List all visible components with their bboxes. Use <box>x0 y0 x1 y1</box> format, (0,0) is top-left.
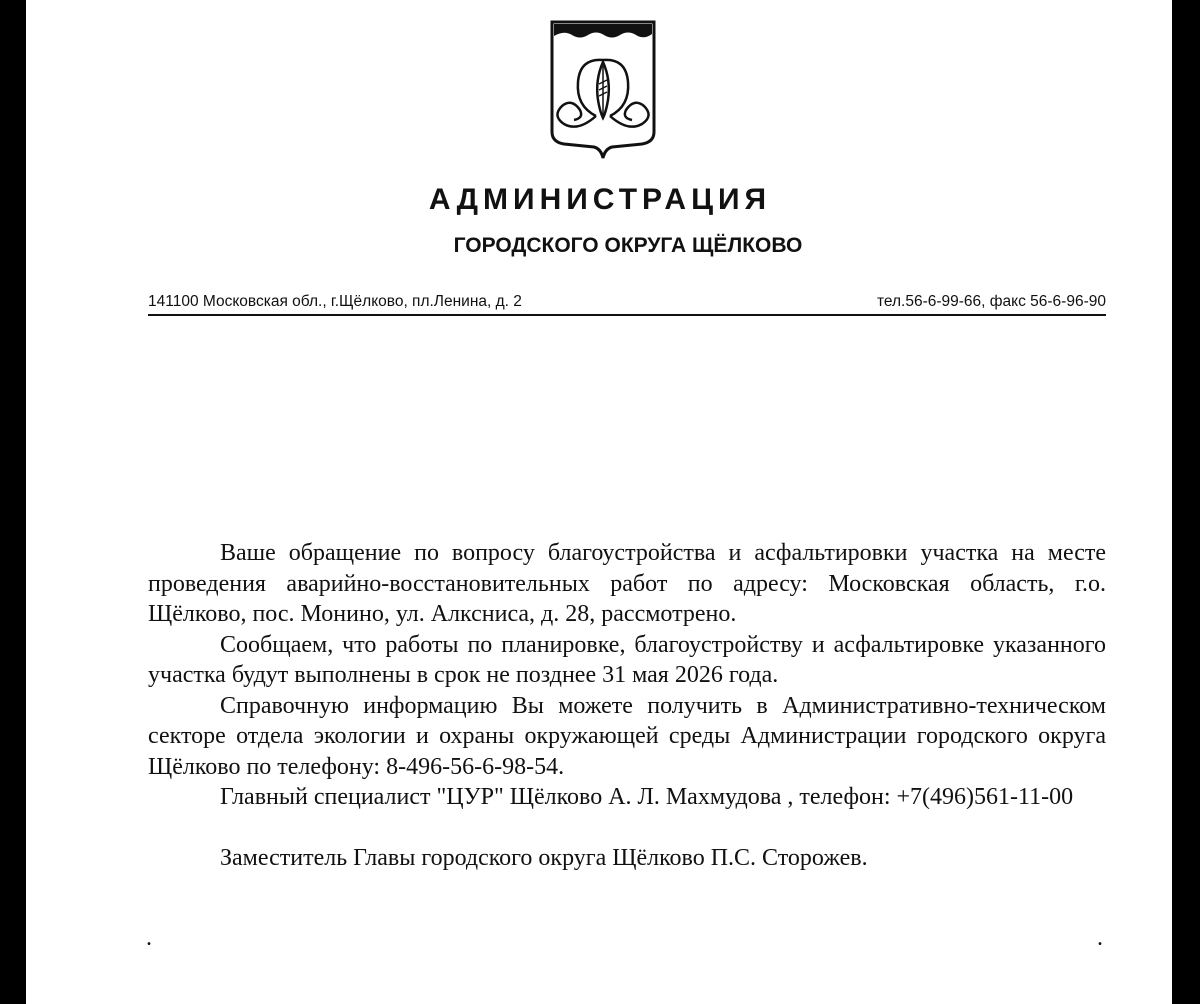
organization-title: АДМИНИСТРАЦИЯ <box>428 183 772 216</box>
letter-paragraph-3: Справочную информацию Вы можете получить в Административно-техническом секторе отдела экологии и охраны окружающей среды Администрации городского округа Щёлково по телефону: 8-496-56-6-98-54. <box>148 692 1106 780</box>
letter-paragraph-2: Сообщаем, что работы по планировке, благоустройству и асфальтировке указанного участка будут выполнены в срок не позднее 31 мая 2026 года. <box>148 631 1106 688</box>
organization-subtitle: ГОРОДСКОГО ОКРУГА ЩЁЛКОВО <box>453 234 803 257</box>
organization-phone-fax: тел.56-6-99-66, факс 56-6-96-90 <box>876 293 1106 310</box>
footer-mark-left: . <box>146 925 152 951</box>
coat-of-arms-icon <box>548 20 658 160</box>
letter-body <box>148 538 1106 873</box>
letter-paragraph-4: Главный специалист "ЦУР" Щёлково А. Л. Махмудова , телефон: +7(496)561-11-00 <box>220 784 1074 810</box>
letter-paragraph-1: Ваше обращение по вопросу благоустройства и асфальтировки участка на месте проведения аварийно-восстановительных работ по адресу: Московская область, г.о. Щёлково, пос. Монино, ул. Алксниса, д. 28, рассмотрено. <box>148 540 1106 627</box>
letter-signature: Заместитель Главы городского округа Щёлково П.С. Сторожев. <box>220 844 868 871</box>
footer-mark-right: . <box>1097 925 1103 951</box>
header-divider <box>148 314 1106 316</box>
organization-address: 141100 Московская обл., г.Щёлково, пл.Ленина, д. 2 <box>148 293 522 310</box>
